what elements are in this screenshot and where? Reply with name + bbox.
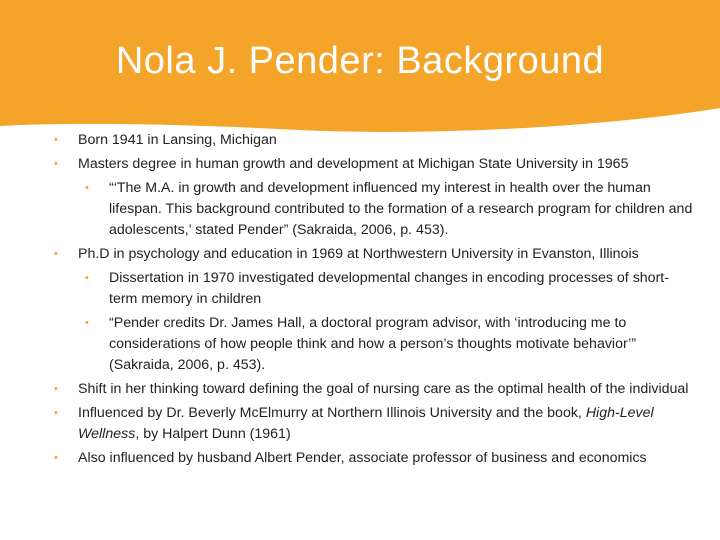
bullet-icon: •: [54, 248, 58, 260]
sub-bullet-text: Dissertation in 1970 investigated developmental changes in encoding processes of short-term memory in children: [109, 270, 669, 307]
bullet-text: Ph.D in psychology and education in 1969 at Northwestern University in Evanston, Illinois: [78, 246, 639, 262]
bullet-icon: •: [54, 383, 58, 395]
bullet-item: [54, 130, 694, 151]
bullet-item: [54, 448, 694, 469]
sub-bullet-item: [54, 313, 694, 376]
bullet-text-part: Influenced by Dr. Beverly McElmurry at Northern Illinois University and the book,: [78, 405, 586, 421]
bullet-text: Also influenced by husband Albert Pender, associate professor of business and economics: [78, 450, 647, 466]
bullet-icon: •: [54, 134, 58, 146]
sub-bullet-item: [54, 178, 694, 241]
bullet-text: Masters degree in human growth and development at Michigan State University in 1965: [78, 156, 629, 172]
slide-content: [54, 130, 694, 472]
bullet-item: [54, 154, 694, 175]
bullet-icon: •: [85, 272, 89, 284]
bullet-icon: •: [54, 158, 58, 170]
bullet-item: [54, 379, 694, 400]
bullet-text-part: , by Halpert Dunn (1961): [135, 426, 291, 442]
bullet-icon: •: [85, 317, 89, 329]
bullet-icon: •: [54, 452, 58, 464]
bullet-list: [54, 130, 694, 469]
bullet-icon: •: [54, 407, 58, 419]
sub-bullet-text: “‘The M.A. in growth and development influenced my interest in health over the human lifespan. This background contributed to the formation of a research program for children and adolescents,’ stated Pender” (Sakraida, 2006, p. 453).: [109, 180, 693, 238]
bullet-text: Shift in her thinking toward defining the goal of nursing care as the optimal health of the individual: [78, 381, 689, 397]
sub-bullet-item: [54, 268, 694, 310]
bullet-text: Born 1941 in Lansing, Michigan: [78, 132, 277, 148]
sub-bullet-text: “Pender credits Dr. James Hall, a doctoral program advisor, with ‘introducing me to considerations of how people think and how a person’s thoughts motivate behavior’” (Sakraida, 2006, p. 453).: [109, 315, 637, 373]
slide-title: Nola J. Pender: Background: [115, 40, 605, 82]
bullet-item: [54, 403, 694, 445]
bullet-icon: •: [85, 182, 89, 194]
bullet-item: [54, 244, 694, 265]
book-title: High-Level Wellness: [78, 405, 654, 442]
